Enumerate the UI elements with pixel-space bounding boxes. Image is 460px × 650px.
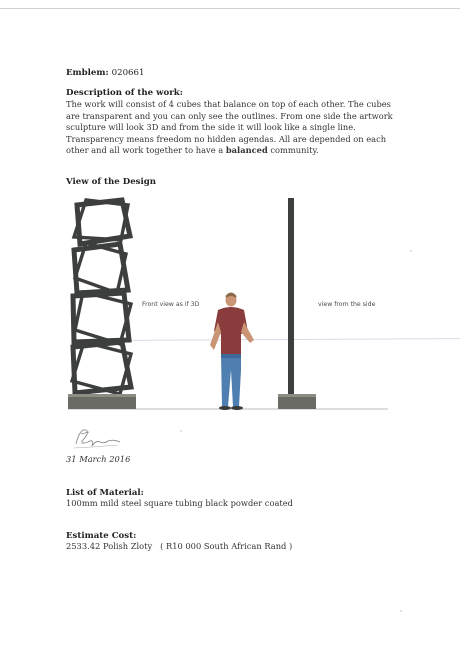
- handwritten-signature: [66, 420, 146, 452]
- description-text-part: The work will consist of 4 cubes that balance on top of each other. The cubes are transparent and you can only see the outlines. From one side the artwork sculpture will look 3D and from the side it will look like a single line. Transparency means freedom no hidden agendas. All are depended on each other and all work together to have a: [66, 99, 393, 156]
- cube-3: [73, 292, 131, 344]
- side-base-highlight: [278, 394, 316, 397]
- person-figure: [210, 293, 254, 411]
- cost-heading: Estimate Cost:: [66, 531, 137, 541]
- front-view-label: Front view as if 3D: [142, 301, 200, 308]
- emblem-number: 020661: [111, 68, 145, 78]
- scan-speck: [180, 430, 182, 432]
- emblem-label: Emblem:: [66, 68, 109, 78]
- scan-edge: [0, 8, 460, 9]
- description-text-end: community.: [267, 145, 319, 156]
- front-view-sculpture: [72, 200, 131, 394]
- materials-heading: List of Material:: [66, 488, 144, 498]
- scan-speck: [410, 250, 412, 252]
- description-text: [66, 99, 396, 157]
- signature-date: 31 March 2016: [66, 454, 131, 464]
- view-heading: View of the Design: [66, 177, 157, 187]
- cost-value: 2533.42 Polish Zloty ( R10 000 South African Rand ): [66, 541, 293, 551]
- materials-item: 100mm mild steel square tubing black powder coated: [66, 498, 293, 508]
- description-heading: Description of the work:: [66, 88, 183, 98]
- cube-4: [72, 342, 131, 394]
- front-base-highlight: [68, 394, 136, 397]
- emblem-line: [66, 68, 144, 78]
- cube-1: [74, 200, 130, 244]
- scan-speck: [400, 610, 402, 612]
- description-bold-word: balanced: [225, 145, 268, 156]
- cube-2: [74, 243, 128, 293]
- design-illustration: [60, 192, 390, 418]
- side-view-pole: [288, 198, 294, 394]
- side-view-label: view from the side: [318, 301, 376, 308]
